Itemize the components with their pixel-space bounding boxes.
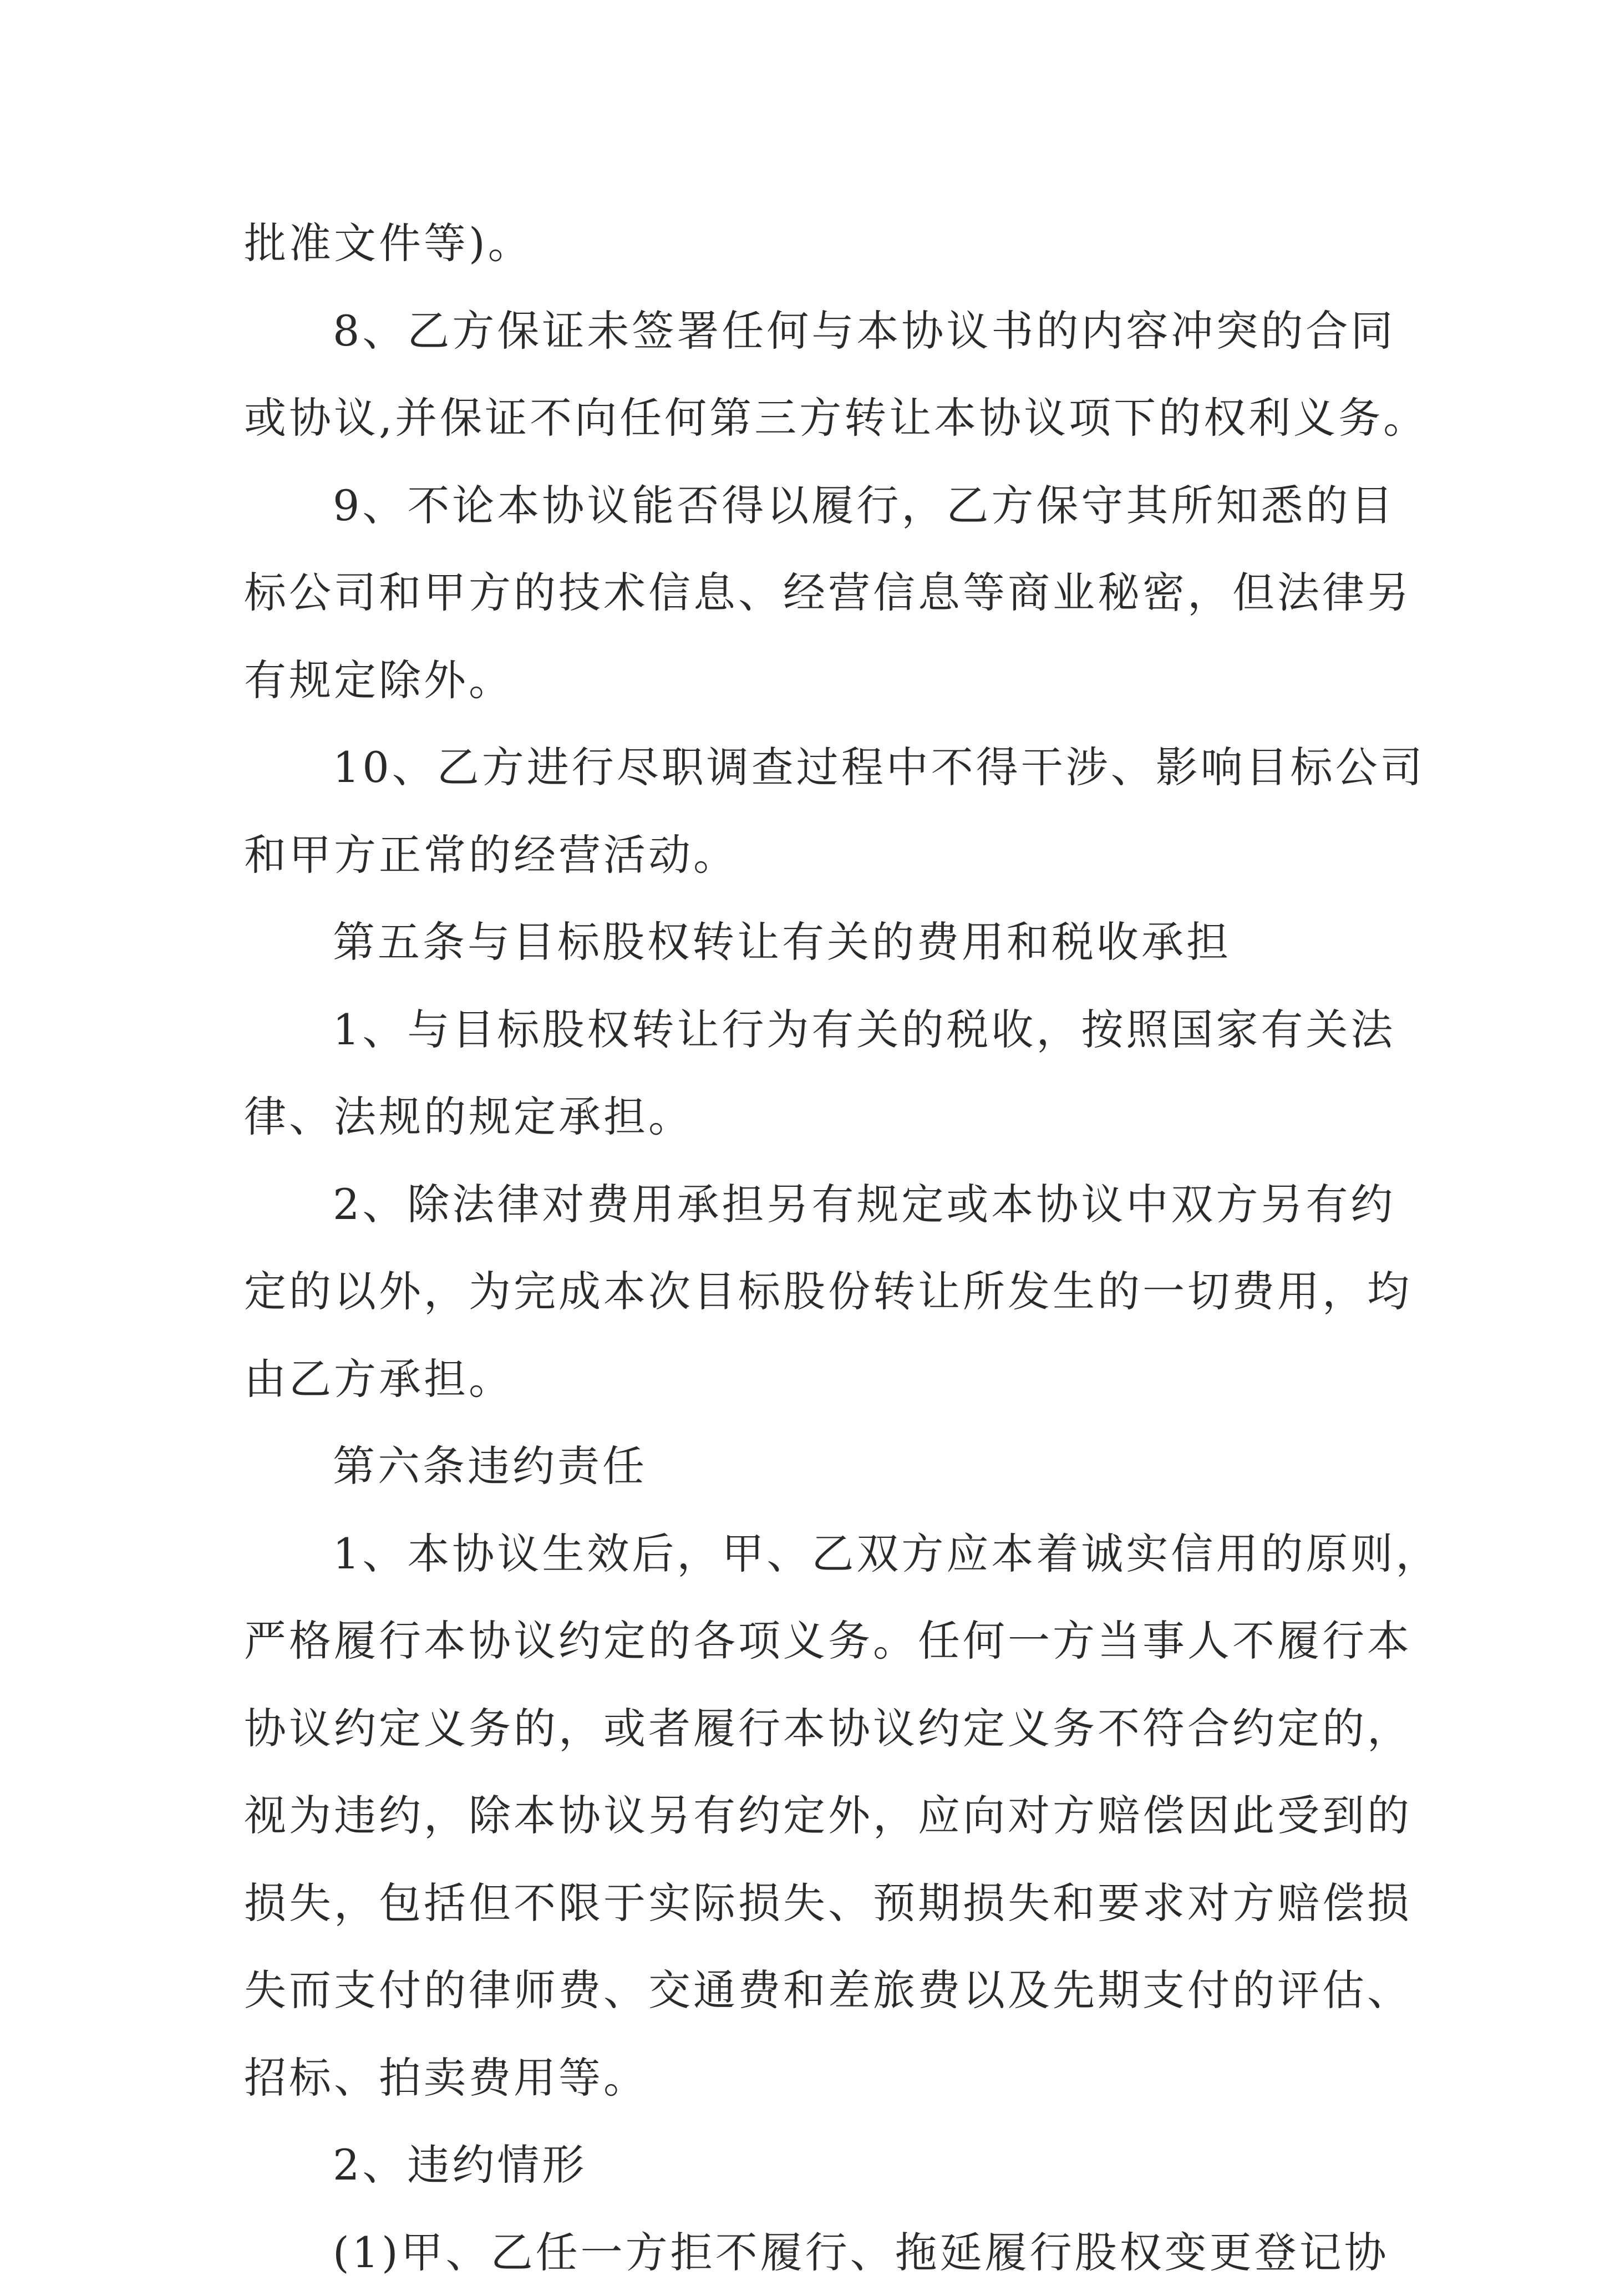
- article-6-heading: 第六条违约责任: [244, 1423, 1398, 1510]
- clause-8-line: 8、乙方保证未签署任何与本协议书的内容冲突的合同: [244, 287, 1398, 375]
- text-line: 招标、拍卖费用等。: [244, 2034, 1398, 2122]
- text-line: 严格履行本协议约定的各项义务。任何一方当事人不履行本: [244, 1597, 1398, 1685]
- text-line: 损失，包括但不限于实际损失、预期损失和要求对方赔偿损: [244, 1860, 1398, 1947]
- text-line: 有规定除外。: [244, 637, 1398, 724]
- text-line: 协议约定义务的，或者履行本协议约定义务不符合约定的，: [244, 1685, 1398, 1772]
- article-6-item-1-line: 1、本协议生效后，甲、乙双方应本着诚实信用的原则，: [244, 1510, 1398, 1598]
- article-5-heading: 第五条与目标股权转让有关的费用和税收承担: [244, 898, 1398, 986]
- text-line: 和甲方正常的经营活动。: [244, 811, 1398, 899]
- text-line: 或协议,并保证不向任何第三方转让本协议项下的权利义务。: [244, 374, 1398, 462]
- text-line: 批准文件等)。: [244, 200, 1398, 287]
- article-5-item-2-line: 2、除法律对费用承担另有规定或本协议中双方另有约: [244, 1161, 1398, 1248]
- clause-10-line: 10、乙方进行尽职调查过程中不得干涉、影响目标公司: [244, 724, 1398, 811]
- text-line: 由乙方承担。: [244, 1335, 1398, 1423]
- article-6-item-2-heading: 2、违约情形: [244, 2121, 1398, 2209]
- text-line: 标公司和甲方的技术信息、经营信息等商业秘密，但法律另: [244, 549, 1398, 637]
- article-5-item-1-line: 1、与目标股权转让行为有关的税收，按照国家有关法: [244, 986, 1398, 1074]
- clause-9-line: 9、不论本协议能否得以履行，乙方保守其所知悉的目: [244, 462, 1398, 550]
- text-line: 失而支付的律师费、交通费和差旅费以及先期支付的评估、: [244, 1947, 1398, 2034]
- text-line: 定的以外，为完成本次目标股份转让所发生的一切费用，均: [244, 1248, 1398, 1335]
- article-6-item-2-1-line: (1)甲、乙任一方拒不履行、拖延履行股权变更登记协: [244, 2209, 1398, 2296]
- text-line: 律、法规的规定承担。: [244, 1073, 1398, 1161]
- text-line: 视为违约，除本协议另有约定外，应向对方赔偿因此受到的: [244, 1772, 1398, 1860]
- document-body: [244, 200, 1398, 2296]
